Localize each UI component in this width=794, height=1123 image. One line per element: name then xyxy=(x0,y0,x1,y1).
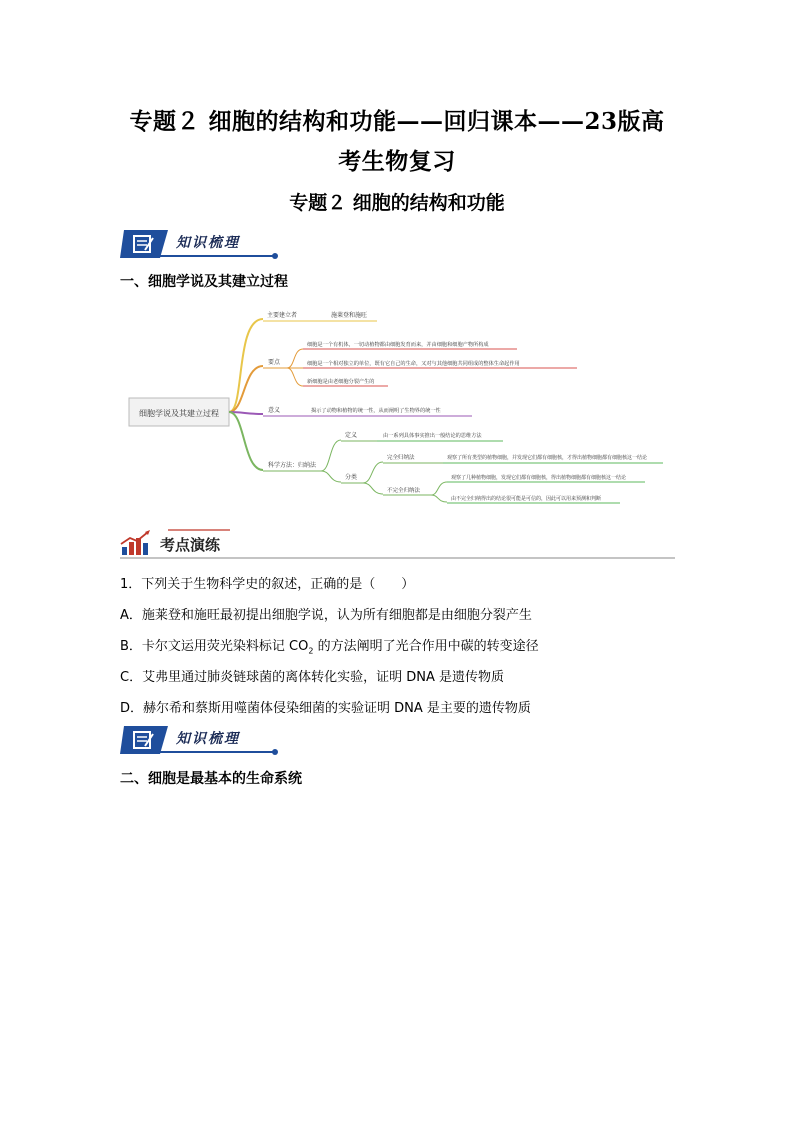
option-c: C．艾弗里通过肺炎链球菌的离体转化实验，证明 DNA 是遗传物质 xyxy=(120,670,504,685)
mindmap-root: 细胞学说及其建立过程 xyxy=(139,409,219,418)
mindmap-complete-label: 完全归纳法 xyxy=(387,455,415,461)
option-a: A．施莱登和施旺最初提出细胞学说，认为所有细胞都是由细胞分裂产生 xyxy=(120,608,532,623)
option-d: D．赫尔希和蔡斯用噬菌体侵染细菌的实验证明 DNA 是主要的遗传物质 xyxy=(120,701,531,716)
knowledge-banner xyxy=(120,228,280,260)
knowledge-banner-label-2: 知识梳理 xyxy=(176,731,240,747)
mindmap-point-2: 细胞是一个相对独立的单位，既有它自己的生命，又对与其他细胞共同组成的整体生命起作用 xyxy=(307,361,520,367)
option-b-subscript: 2 xyxy=(308,646,314,656)
document-title-line-2: 考生物复习 xyxy=(338,148,456,175)
mindmap-method-label: 科学方法：归纳法 xyxy=(268,462,317,469)
mindmap-meaning-label: 意义 xyxy=(268,407,281,414)
mindmap-points-label: 要点 xyxy=(268,359,281,366)
mindmap-incomplete-label: 不完全归纳法 xyxy=(387,488,421,494)
mindmap-complete-value: 观察了所有类型的植物细胞，并发现它们都有细胞核，才得出植物细胞都有细胞核这一结论 xyxy=(447,455,648,461)
mindmap-founder-value: 施莱登和施旺 xyxy=(331,312,368,319)
mindmap-incomplete-value-2: 由不完全归纳得出的结论很可能是可信的，因此可以用来预测和判断 xyxy=(451,496,602,502)
document-title-line-1: 专题２ 细胞的结构和功能——回归课本——23版高 xyxy=(129,108,665,135)
section-1-heading: 一、细胞学说及其建立过程 xyxy=(120,274,288,290)
option-b-text-end: 的方法阐明了光合作用中碳的转变途径 xyxy=(313,639,539,654)
knowledge-banner-label: 知识梳理 xyxy=(176,235,240,251)
practice-banner xyxy=(120,529,675,561)
mind-map xyxy=(125,302,670,510)
option-b xyxy=(120,635,539,656)
mindmap-meaning-value: 揭示了动物和植物的统一性，从而阐明了生物界的统一性 xyxy=(311,408,441,414)
option-b-text: B．卡尔文运用荧光染料标记 CO xyxy=(120,639,309,654)
mindmap-point-3: 新细胞是由老细胞分裂产生的 xyxy=(307,379,375,385)
mindmap-founder-label: 主要建立者 xyxy=(267,312,298,319)
knowledge-banner-2 xyxy=(120,724,280,756)
mindmap-point-1: 细胞是一个有机体，一切动植物都由细胞发育而来，并由细胞和细胞产物所构成 xyxy=(307,342,489,348)
mindmap-definition-value: 由一系列具体事实推出一般结论的思维方法 xyxy=(383,433,482,439)
practice-heading: 考点演练 xyxy=(160,536,221,554)
document-subtitle: 专题２ 细胞的结构和功能 xyxy=(289,192,505,214)
mindmap-incomplete-value-1: 观察了几种植物细胞，发现它们都有细胞核，得出植物细胞都有细胞核这一结论 xyxy=(451,475,627,481)
section-2-heading: 二、细胞是最基本的生命系统 xyxy=(120,771,302,787)
mindmap-classification-label: 分类 xyxy=(345,474,358,481)
mindmap-definition-label: 定义 xyxy=(345,432,358,439)
question-stem: 1．下列关于生物科学史的叙述，正确的是（ ） xyxy=(120,577,415,592)
